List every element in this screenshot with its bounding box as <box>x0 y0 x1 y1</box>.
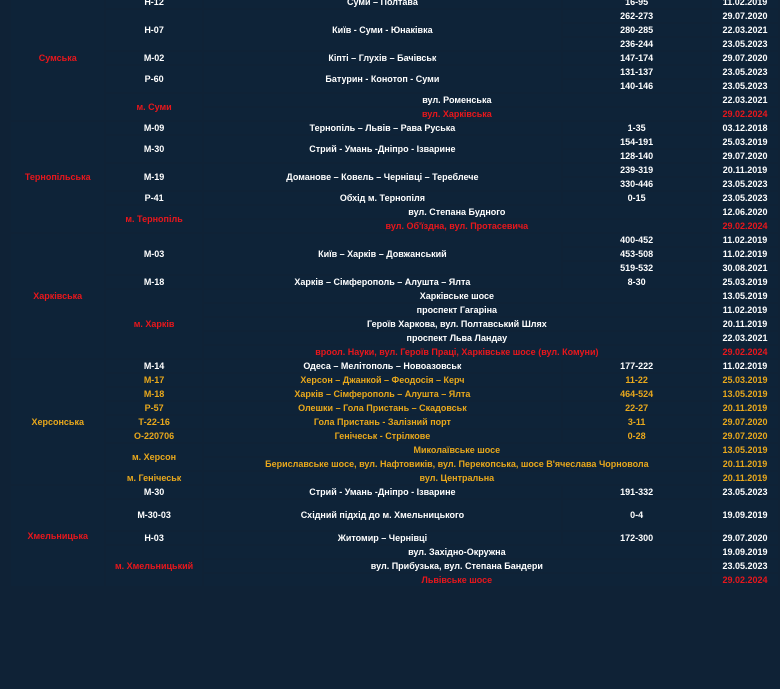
region-name: Тернопільська <box>11 122 104 232</box>
date: 30.08.2021 <box>712 262 778 274</box>
date: 11.02.2019 <box>712 248 778 260</box>
road-code: М-17 <box>106 374 201 386</box>
road-route: Доманове – Ковель – Чернівці – Тереблече <box>204 164 561 190</box>
city-name: м. Харків <box>106 290 201 358</box>
road-route: Суми – Полтава <box>204 0 561 8</box>
road-route: Батурин - Конотоп - Суми <box>204 66 561 92</box>
table-row <box>11 66 778 78</box>
date: 29.02.2024 <box>712 574 778 586</box>
table-row <box>11 374 778 386</box>
date: 25.03.2019 <box>712 276 778 288</box>
table-row <box>11 206 778 218</box>
date: 22.03.2021 <box>712 94 778 106</box>
km-range: 400-452 <box>563 234 710 246</box>
date: 20.11.2019 <box>712 402 778 414</box>
street-name: вул. Роменська <box>204 94 710 106</box>
date: 29.07.2020 <box>712 430 778 442</box>
date: 22.03.2021 <box>712 24 778 36</box>
km-range: 154-191 <box>563 136 710 148</box>
date: 12.06.2020 <box>712 206 778 218</box>
date: 11.02.2019 <box>712 360 778 372</box>
date: 23.05.2023 <box>712 560 778 572</box>
table-row <box>11 52 778 64</box>
date: 23.05.2023 <box>712 66 778 78</box>
road-code: Н-03 <box>106 532 201 544</box>
region-name: Хмельницька <box>11 486 104 586</box>
table-body <box>11 0 778 586</box>
table-row <box>11 486 778 498</box>
street-name: вул. Прибузька, вул. Степана Бандери <box>204 560 710 572</box>
date: 13.05.2019 <box>712 444 778 456</box>
road-route: Східний підхід до м. Хмельницького <box>204 500 561 530</box>
road-route: Тернопіль – Львів – Рава Руська <box>204 122 561 134</box>
region-name: Херсонська <box>11 360 104 484</box>
date: 29.07.2020 <box>712 150 778 162</box>
road-route: Обхід м. Тернопіля <box>204 192 561 204</box>
table-row <box>11 276 778 288</box>
road-code: Н-12 <box>106 0 201 8</box>
date: 29.07.2020 <box>712 10 778 22</box>
road-route: Харків – Сімферополь – Алушта – Ялта <box>204 388 561 400</box>
date: 20.11.2019 <box>712 164 778 176</box>
date: 19.09.2019 <box>712 500 778 530</box>
table-row <box>11 0 778 8</box>
date: 25.03.2019 <box>712 136 778 148</box>
km-range: 0-15 <box>563 192 710 204</box>
date: 11.02.2019 <box>712 234 778 246</box>
km-range: 16-95 <box>563 0 710 8</box>
street-name: Бериславське шосе, вул. Нафтовиків, вул. Перекопська, шосе В'ячеслава Чорновола <box>204 458 710 470</box>
road-code: М-30-03 <box>106 500 201 530</box>
road-code: Р-41 <box>106 192 201 204</box>
km-range: 330-446 <box>563 178 710 190</box>
table-row <box>11 500 778 530</box>
table-row <box>11 444 778 456</box>
table-row <box>11 234 778 246</box>
road-code: М-30 <box>106 486 201 498</box>
date: 25.03.2019 <box>712 374 778 386</box>
road-route: Київ - Суми - Юнаківка <box>204 10 561 50</box>
road-route: Гола Пристань - Залізний порт <box>204 416 561 428</box>
street-name: Харківське шосе <box>204 290 710 302</box>
road-code: Н-07 <box>106 10 201 50</box>
road-route: Олешки – Гола Пристань – Скадовськ <box>204 402 561 414</box>
road-code: М-03 <box>106 234 201 274</box>
road-route: Генічеськ - Стрілкове <box>204 430 561 442</box>
road-code: Т-22-16 <box>106 416 201 428</box>
km-range: 1-35 <box>563 122 710 134</box>
km-range: 172-300 <box>563 532 710 544</box>
street-name: вроол. Науки, вул. Героїв Праці, Харківське шосе (вул. Комуни) <box>204 346 710 358</box>
table-row <box>11 136 778 148</box>
street-name: проспект Гагаріна <box>204 304 710 316</box>
km-range: 8-30 <box>563 276 710 288</box>
km-range: 3-11 <box>563 416 710 428</box>
street-name: вул. Харківська <box>204 108 710 120</box>
road-code: М-18 <box>106 276 201 288</box>
km-range: 0-28 <box>563 430 710 442</box>
road-code: Р-57 <box>106 402 201 414</box>
road-route: Стрий - Умань -Дніпро - Ізварине <box>204 136 561 162</box>
km-range: 464-524 <box>563 388 710 400</box>
road-route: Херсон – Джанкой – Феодосія – Керч <box>204 374 561 386</box>
km-range: 262-273 <box>563 10 710 22</box>
region-name: Харківська <box>11 234 104 358</box>
date: 11.02.2019 <box>712 304 778 316</box>
date: 23.05.2023 <box>712 80 778 92</box>
date: 23.05.2023 <box>712 486 778 498</box>
date: 20.11.2019 <box>712 472 778 484</box>
date: 29.07.2020 <box>712 52 778 64</box>
table-row <box>11 402 778 414</box>
region-name: Сумська <box>11 0 104 120</box>
km-range: 519-532 <box>563 262 710 274</box>
road-route: Житомир – Чернівці <box>204 532 561 544</box>
km-range: 128-140 <box>563 150 710 162</box>
table-row <box>11 472 778 484</box>
table-row <box>11 164 778 176</box>
date: 29.02.2024 <box>712 220 778 232</box>
date: 29.02.2024 <box>712 346 778 358</box>
date: 22.03.2021 <box>712 332 778 344</box>
street-name: Львівське шосе <box>204 574 710 586</box>
date: 11.02.2019 <box>712 0 778 8</box>
date: 03.12.2018 <box>712 122 778 134</box>
table-row <box>11 416 778 428</box>
road-route: Одеса – Мелітополь – Новоазовськ <box>204 360 561 372</box>
km-range: 0-4 <box>563 500 710 530</box>
km-range: 147-174 <box>563 52 710 64</box>
city-name: м. Херсон <box>106 444 201 470</box>
date: 20.11.2019 <box>712 318 778 330</box>
city-name: м. Хмельницький <box>106 546 201 586</box>
street-name: вул. Степана Будного <box>204 206 710 218</box>
city-name: м. Тернопіль <box>106 206 201 232</box>
date: 29.02.2024 <box>712 108 778 120</box>
road-repair-table <box>9 0 780 588</box>
date: 29.07.2020 <box>712 416 778 428</box>
table-row <box>11 360 778 372</box>
date: 23.05.2023 <box>712 192 778 204</box>
road-route: Стрий - Умань -Дніпро - Ізварине <box>204 486 561 498</box>
km-range: 191-332 <box>563 486 710 498</box>
street-name: проспект Льва Ландау <box>204 332 710 344</box>
date: 20.11.2019 <box>712 458 778 470</box>
km-range: 22-27 <box>563 402 710 414</box>
road-code: М-14 <box>106 360 201 372</box>
table-row <box>11 388 778 400</box>
road-code: М-30 <box>106 136 201 162</box>
date: 29.07.2020 <box>712 532 778 544</box>
table-row <box>11 430 778 442</box>
table-row <box>11 10 778 22</box>
table-row <box>11 94 778 106</box>
road-route: Кіпті – Глухів – Бачівськ <box>204 52 561 64</box>
table-row <box>11 546 778 558</box>
km-range: 239-319 <box>563 164 710 176</box>
km-range: 453-508 <box>563 248 710 260</box>
street-name: Миколаївське шосе <box>204 444 710 456</box>
date: 13.05.2019 <box>712 290 778 302</box>
date: 19.09.2019 <box>712 546 778 558</box>
road-code: М-09 <box>106 122 201 134</box>
km-range: 280-285 <box>563 24 710 36</box>
table-row <box>11 532 778 544</box>
street-name: вул. Центральна <box>204 472 710 484</box>
road-route: Харків – Сімферополь – Алушта – Ялта <box>204 276 561 288</box>
city-name: м. Суми <box>106 94 201 120</box>
road-code: М-18 <box>106 388 201 400</box>
km-range: 140-146 <box>563 80 710 92</box>
table-row <box>11 122 778 134</box>
date: 23.05.2023 <box>712 178 778 190</box>
road-code: Р-60 <box>106 66 201 92</box>
km-range: 236-244 <box>563 38 710 50</box>
km-range: 131-137 <box>563 66 710 78</box>
road-code: О-220706 <box>106 430 201 442</box>
street-name: вул. Західно-Окружна <box>204 546 710 558</box>
street-name: Героїв Харкова, вул. Полтавський Шлях <box>204 318 710 330</box>
date: 13.05.2019 <box>712 388 778 400</box>
road-code: М-02 <box>106 52 201 64</box>
date: 23.05.2023 <box>712 38 778 50</box>
table-row <box>11 192 778 204</box>
km-range: 177-222 <box>563 360 710 372</box>
table-row <box>11 290 778 302</box>
km-range: 11-22 <box>563 374 710 386</box>
road-route: Київ – Харків – Довжанський <box>204 234 561 274</box>
road-code: М-19 <box>106 164 201 190</box>
street-name: вул. Об'їздна, вул. Протасевича <box>204 220 710 232</box>
city-name: м. Генічеськ <box>106 472 201 484</box>
